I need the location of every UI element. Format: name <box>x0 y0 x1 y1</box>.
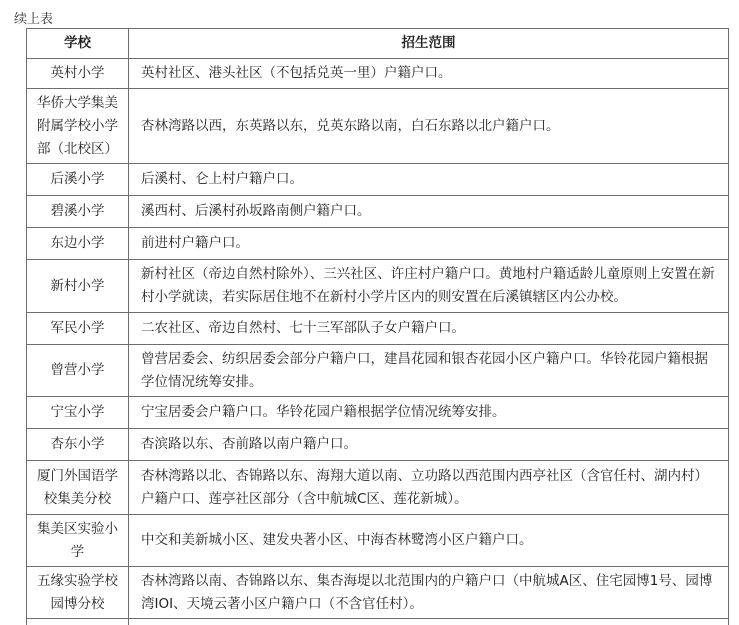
table-row <box>27 397 729 429</box>
table-row <box>27 429 729 461</box>
header-area: 招生范围 <box>129 29 729 59</box>
school-name: 集美区实验小学 <box>27 515 129 567</box>
enrollment-area: 宁宝居委会户籍户口。华铃花园户籍根据学位情况统筹安排。 <box>129 397 729 429</box>
header-school: 学校 <box>27 29 129 59</box>
enrollment-area: 溪西村、后溪村孙坂路南侧户籍户口。 <box>129 196 729 228</box>
table-header-row <box>27 29 729 59</box>
table-row <box>27 89 729 164</box>
table-caption: 续上表 <box>14 8 53 27</box>
enrollment-area: 后溪村、仑上村户籍户口。 <box>129 164 729 196</box>
school-name: 宁宝小学 <box>27 397 129 429</box>
school-name: 军民小学 <box>27 313 129 345</box>
enrollment-area: 杏林湾路以南、杏锦路以东、集杏海堤以北范围内的户籍户口（中航城A区、住宅园博1号、园博湾IOI、天境云著小区户籍户口（不含官任村）。 <box>129 567 729 619</box>
enrollment-table <box>26 28 729 625</box>
school-name: 后溪小学 <box>27 164 129 196</box>
enrollment-area: 杏林湾路以西，东英路以东，兑英东路以南，白石东路以北户籍户口。 <box>129 89 729 164</box>
school-name: 英村小学 <box>27 59 129 89</box>
table-row <box>27 515 729 567</box>
school-name: 华侨大学集美附属学校小学部（北校区） <box>27 89 129 164</box>
school-name: 厦门外国语学校集美分校 <box>27 461 129 515</box>
table-row <box>27 260 729 313</box>
continuation-cell <box>129 619 729 625</box>
table-row <box>27 313 729 345</box>
school-name: 五缘实验学校园博分校 <box>27 567 129 619</box>
table-row <box>27 59 729 89</box>
school-name: 碧溪小学 <box>27 196 129 228</box>
table-row <box>27 567 729 619</box>
school-name: 东边小学 <box>27 228 129 260</box>
enrollment-area: 中交和美新城小区、建发央著小区、中海杏林鹭湾小区户籍户口。 <box>129 515 729 567</box>
table-row <box>27 228 729 260</box>
table-row <box>27 461 729 515</box>
table-row <box>27 196 729 228</box>
enrollment-area: 杏滨路以东、杏前路以南户籍户口。 <box>129 429 729 461</box>
enrollment-area: 新村社区（帝边自然村除外）、三兴社区、许庄村户籍户口。黄地村户籍适龄儿童原则上安置在新村小学就读，若实际居住地不在新村小学片区内的则安置在后溪镇辖区内公办校。 <box>129 260 729 313</box>
school-name: 曾营小学 <box>27 345 129 397</box>
table-continuation-row <box>27 619 729 625</box>
school-name: 新村小学 <box>27 260 129 313</box>
table-row <box>27 164 729 196</box>
enrollment-area: 前进村户籍户口。 <box>129 228 729 260</box>
enrollment-area: 英村社区、港头社区（不包括兑英一里）户籍户口。 <box>129 59 729 89</box>
enrollment-area: 二农社区、帝边自然村、七十三军部队子女户籍户口。 <box>129 313 729 345</box>
continuation-cell <box>27 619 129 625</box>
table-row <box>27 345 729 397</box>
enrollment-area: 杏林湾路以北、杏锦路以东、海翔大道以南、立功路以西范围内西亭社区（含官任村、湖内村）户籍户口、莲亭社区部分（含中航城C区、莲花新城）。 <box>129 461 729 515</box>
school-name: 杏东小学 <box>27 429 129 461</box>
enrollment-area: 曾营居委会、纺织居委会部分户籍户口，建昌花园和银杏花园小区户籍户口。华铃花园户籍根据学位情况统筹安排。 <box>129 345 729 397</box>
